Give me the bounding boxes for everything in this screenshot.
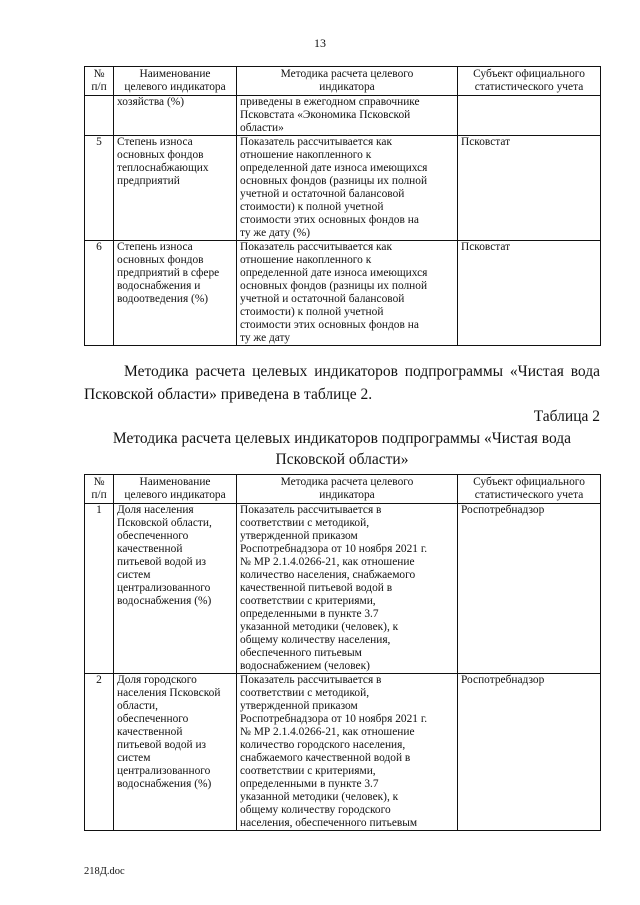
table-row xyxy=(85,504,601,674)
row-number-cell: 2 xyxy=(85,674,114,831)
row-number-cell: 1 xyxy=(85,504,114,674)
indicator-name-cell: хозяйства (%) xyxy=(114,96,237,136)
table-row xyxy=(85,674,601,831)
table-header-row xyxy=(85,475,601,504)
table-row xyxy=(85,241,601,346)
stat-subject-cell: Роспотребнадзор xyxy=(458,504,601,674)
page-number: 13 xyxy=(314,36,326,50)
header-cell-stat-subject: Субъект официального статистического учета xyxy=(458,67,601,96)
table-header-row xyxy=(85,67,601,96)
indicator-table-continued xyxy=(84,66,601,346)
header-cell-indicator-name: Наименование целевого индикатора xyxy=(114,475,237,504)
header-cell-number: № п/п xyxy=(85,475,114,504)
method-cell: Показатель рассчитывается как отношение накопленного к определенной дате износа имеющихся основных фондов (разницы их полной учетной и остаточной балансовой стоимости) к полной учетной стоимости этих основных фондов на ту же дату (%) xyxy=(237,136,458,241)
stat-subject-cell: Псковстат xyxy=(458,241,601,346)
header-cell-method: Методика расчета целевого индикатора xyxy=(237,67,458,96)
indicator-table-2 xyxy=(84,474,601,831)
footer-filename: 218Д.doc xyxy=(84,866,125,877)
table-2-label: Таблица 2 xyxy=(533,408,600,425)
method-cell: Показатель рассчитывается в соответствии с методикой, утвержденной приказом Роспотребнадзора от 10 ноября 2021 г. № МР 2.1.4.0266-21, как отношение количество городского населения, снабжаемого качественной водой в соответствии с критериями, определенными в пункте 3.7 указанной методики (человек), к общему количеству городского населения, обеспеченного питьевым xyxy=(237,674,458,831)
stat-subject-cell: Псковстат xyxy=(458,136,601,241)
stat-subject-cell: Роспотребнадзор xyxy=(458,674,601,831)
header-cell-number: № п/п xyxy=(85,67,114,96)
indicator-name-cell: Степень износа основных фондов теплоснабжающих предприятий xyxy=(114,136,237,241)
header-cell-indicator-name: Наименование целевого индикатора xyxy=(114,67,237,96)
intro-paragraph: Методика расчета целевых индикаторов подпрограммы «Чистая вода Псковской области» приведена в таблице 2. xyxy=(84,363,600,403)
table-row xyxy=(85,96,601,136)
indicator-name-cell: Доля городского населения Псковской области, обеспеченного качественной питьевой водой из систем централизованного водоснабжения (%) xyxy=(114,674,237,831)
table-row xyxy=(85,136,601,241)
header-cell-method: Методика расчета целевого индикатора xyxy=(237,475,458,504)
method-cell: Показатель рассчитывается в соответствии с методикой, утвержденной приказом Роспотребнадзора от 10 ноября 2021 г. № МР 2.1.4.0266-21, как отношение количество населения, снабжаемого качественной питьевой водой в соответствии с критериями, определенными в пункте 3.7 указанной методики (человек), к общему количеству населения, обеспеченного питьевым водоснабжением (человек) xyxy=(237,504,458,674)
row-number-cell: 6 xyxy=(85,241,114,346)
indicator-name-cell: Доля населения Псковской области, обеспеченного качественной питьевой водой из систем централизованного водоснабжения (%) xyxy=(114,504,237,674)
indicator-name-cell: Степень износа основных фондов предприятий в сфере водоснабжения и водоотведения (%) xyxy=(114,241,237,346)
stat-subject-cell xyxy=(458,96,601,136)
method-cell: Показатель рассчитывается как отношение накопленного к определенной дате износа имеющихся основных фондов (разницы их полной учетной и остаточной балансовой стоимости) к полной учетной стоимости этих основных фондов на ту же дату xyxy=(237,241,458,346)
method-cell: приведены в ежегодном справочнике Псковстата «Экономика Псковской области» xyxy=(237,96,458,136)
row-number-cell xyxy=(85,96,114,136)
row-number-cell: 5 xyxy=(85,136,114,241)
table-2-title: Методика расчета целевых индикаторов подпрограммы «Чистая вода Псковской области» xyxy=(112,430,572,468)
header-cell-stat-subject: Субъект официального статистического учета xyxy=(458,475,601,504)
